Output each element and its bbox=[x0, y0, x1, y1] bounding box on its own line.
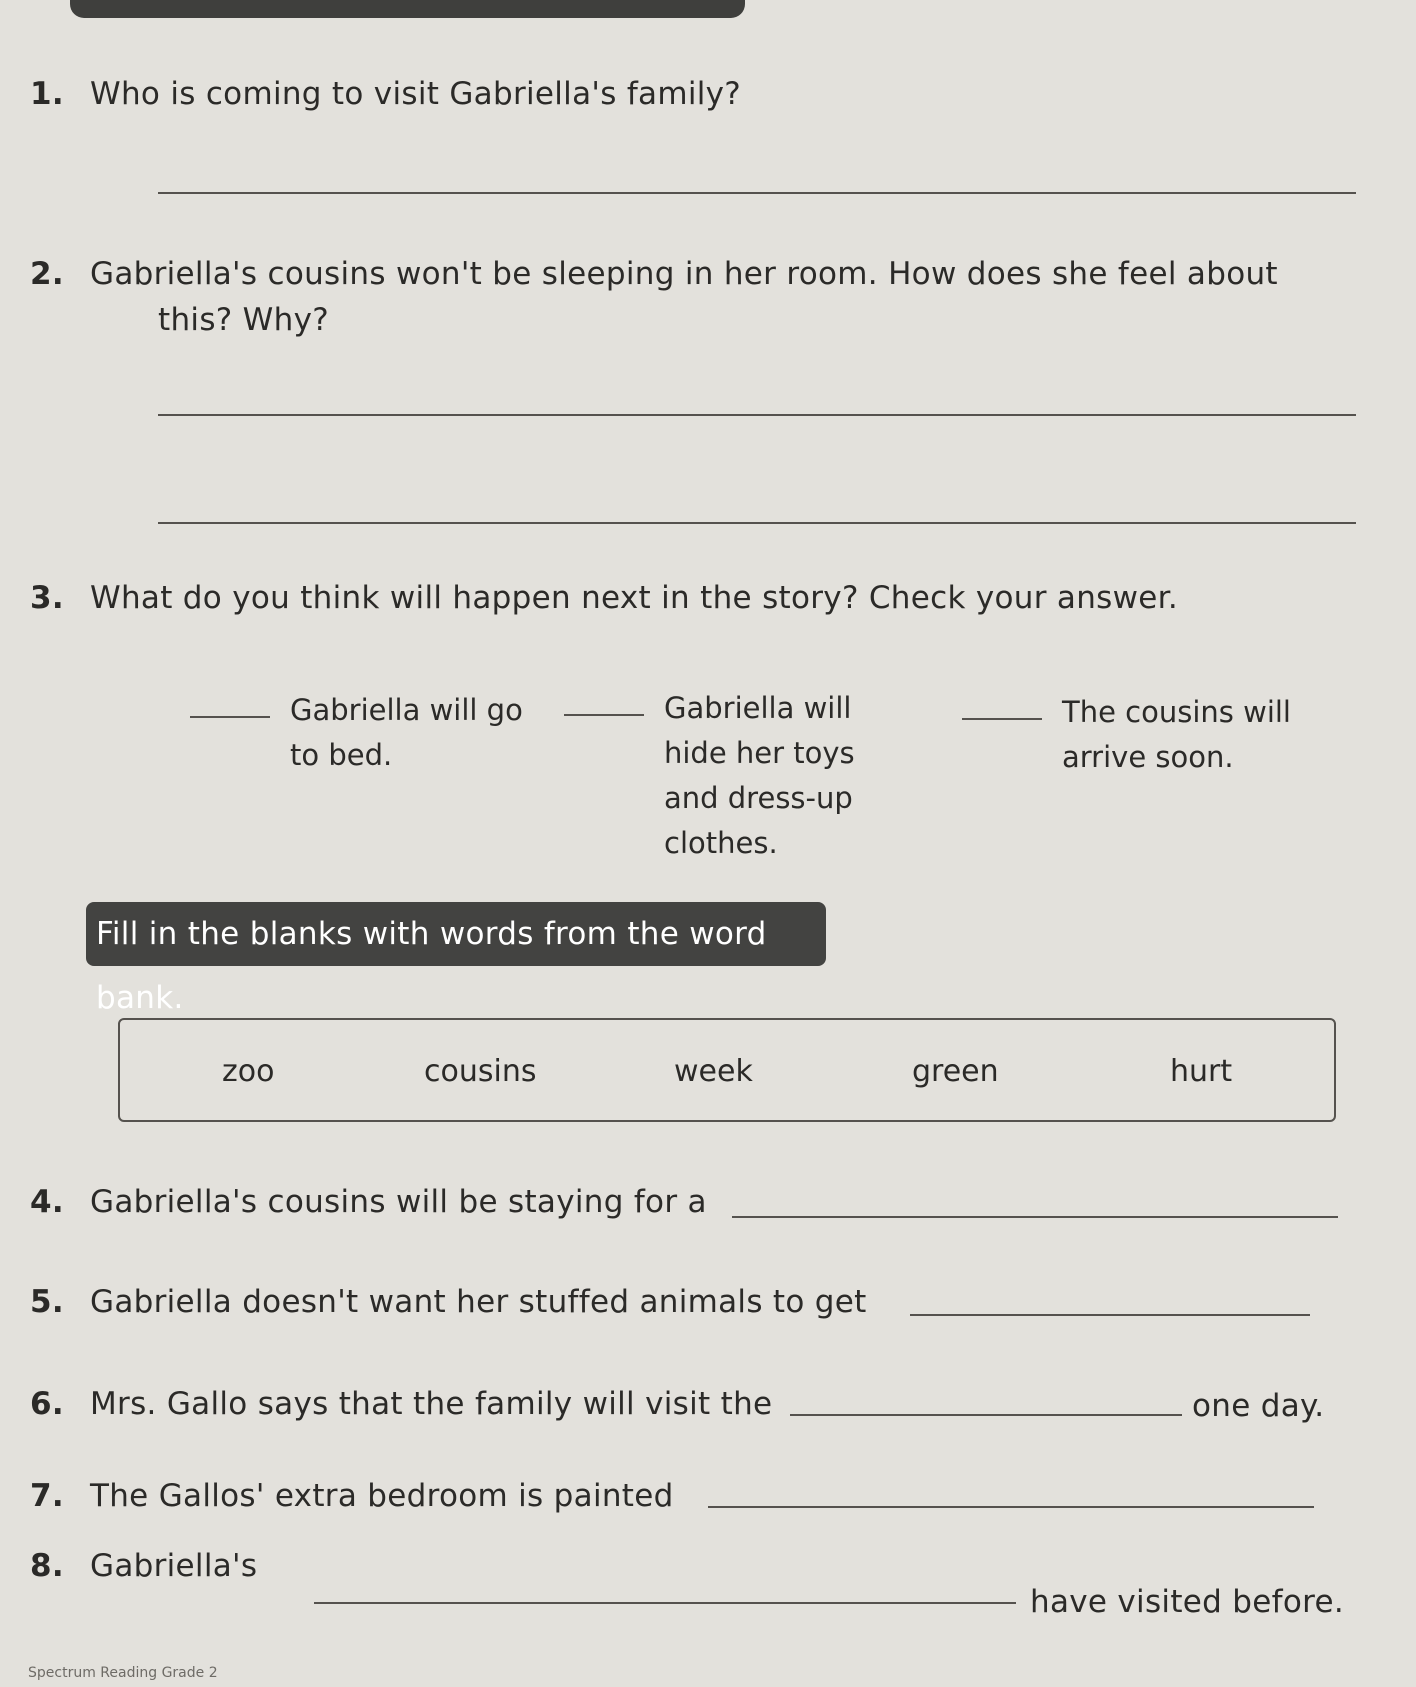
footer-text: Spectrum Reading Grade 2 bbox=[28, 1665, 218, 1681]
question-text: What do you think will happen next in the story? Check your answer. bbox=[90, 580, 1178, 616]
choice-text: and dress-up bbox=[664, 781, 853, 815]
word-bank-item: hurt bbox=[1170, 1054, 1233, 1089]
answer-blank[interactable] bbox=[314, 1602, 1016, 1604]
question-6-end: one day. bbox=[1192, 1388, 1325, 1424]
question-1 bbox=[30, 72, 741, 116]
answer-blank[interactable] bbox=[910, 1314, 1310, 1316]
question-text: Who is coming to visit Gabriella's family? bbox=[90, 76, 742, 112]
question-text: Mrs. Gallo says that the family will visit the bbox=[90, 1386, 773, 1422]
question-4 bbox=[30, 1180, 707, 1224]
answer-blank[interactable] bbox=[708, 1506, 1314, 1508]
question-number: 3. bbox=[30, 580, 64, 616]
question-8 bbox=[30, 1544, 257, 1588]
check-blank[interactable] bbox=[190, 716, 270, 718]
word-bank bbox=[118, 1018, 1336, 1122]
question-6 bbox=[30, 1382, 772, 1426]
word-bank-item: zoo bbox=[222, 1054, 275, 1089]
question-text: Gabriella's cousins will be staying for a bbox=[90, 1184, 707, 1220]
question-8-end: have visited before. bbox=[1030, 1584, 1345, 1620]
choice-text: The cousins will bbox=[1062, 695, 1291, 729]
header-bar bbox=[70, 0, 745, 18]
check-blank[interactable] bbox=[564, 714, 644, 716]
question-number: 5. bbox=[30, 1284, 64, 1320]
word-bank-item: cousins bbox=[424, 1054, 537, 1089]
answer-blank[interactable] bbox=[732, 1216, 1338, 1218]
question-number: 6. bbox=[30, 1386, 64, 1422]
answer-line[interactable] bbox=[158, 414, 1356, 416]
choice-text: hide her toys bbox=[664, 736, 855, 770]
choice-b bbox=[664, 686, 855, 866]
word-bank-item: green bbox=[912, 1054, 999, 1089]
question-text: Gabriella doesn't want her stuffed animals to get bbox=[90, 1284, 867, 1320]
question-text: Gabriella's bbox=[90, 1548, 258, 1584]
question-number: 8. bbox=[30, 1548, 64, 1584]
answer-blank[interactable] bbox=[790, 1414, 1182, 1416]
question-text: The Gallos' extra bedroom is painted bbox=[90, 1478, 674, 1514]
question-2-continued bbox=[158, 298, 329, 342]
question-number: 7. bbox=[30, 1478, 64, 1514]
answer-line[interactable] bbox=[158, 522, 1356, 524]
instructions-banner: Fill in the blanks with words from the word bank. bbox=[86, 902, 826, 966]
question-text: Gabriella's cousins won't be sleeping in her room. How does she feel about bbox=[90, 256, 1278, 292]
question-number: 4. bbox=[30, 1184, 64, 1220]
choice-text: to bed. bbox=[290, 738, 393, 772]
choice-text: Gabriella will go bbox=[290, 693, 523, 727]
question-3 bbox=[30, 576, 1178, 620]
question-2 bbox=[30, 252, 1278, 296]
question-7 bbox=[30, 1474, 674, 1518]
question-number: 1. bbox=[30, 76, 64, 112]
choice-a bbox=[290, 688, 523, 778]
question-text: this? Why? bbox=[158, 302, 329, 338]
check-blank[interactable] bbox=[962, 718, 1042, 720]
choice-c bbox=[1062, 690, 1291, 780]
choice-text: arrive soon. bbox=[1062, 740, 1234, 774]
choice-text: clothes. bbox=[664, 826, 778, 860]
answer-line[interactable] bbox=[158, 192, 1356, 194]
word-bank-item: week bbox=[674, 1054, 753, 1089]
question-number: 2. bbox=[30, 256, 64, 292]
choice-text: Gabriella will bbox=[664, 691, 852, 725]
question-5 bbox=[30, 1280, 867, 1324]
